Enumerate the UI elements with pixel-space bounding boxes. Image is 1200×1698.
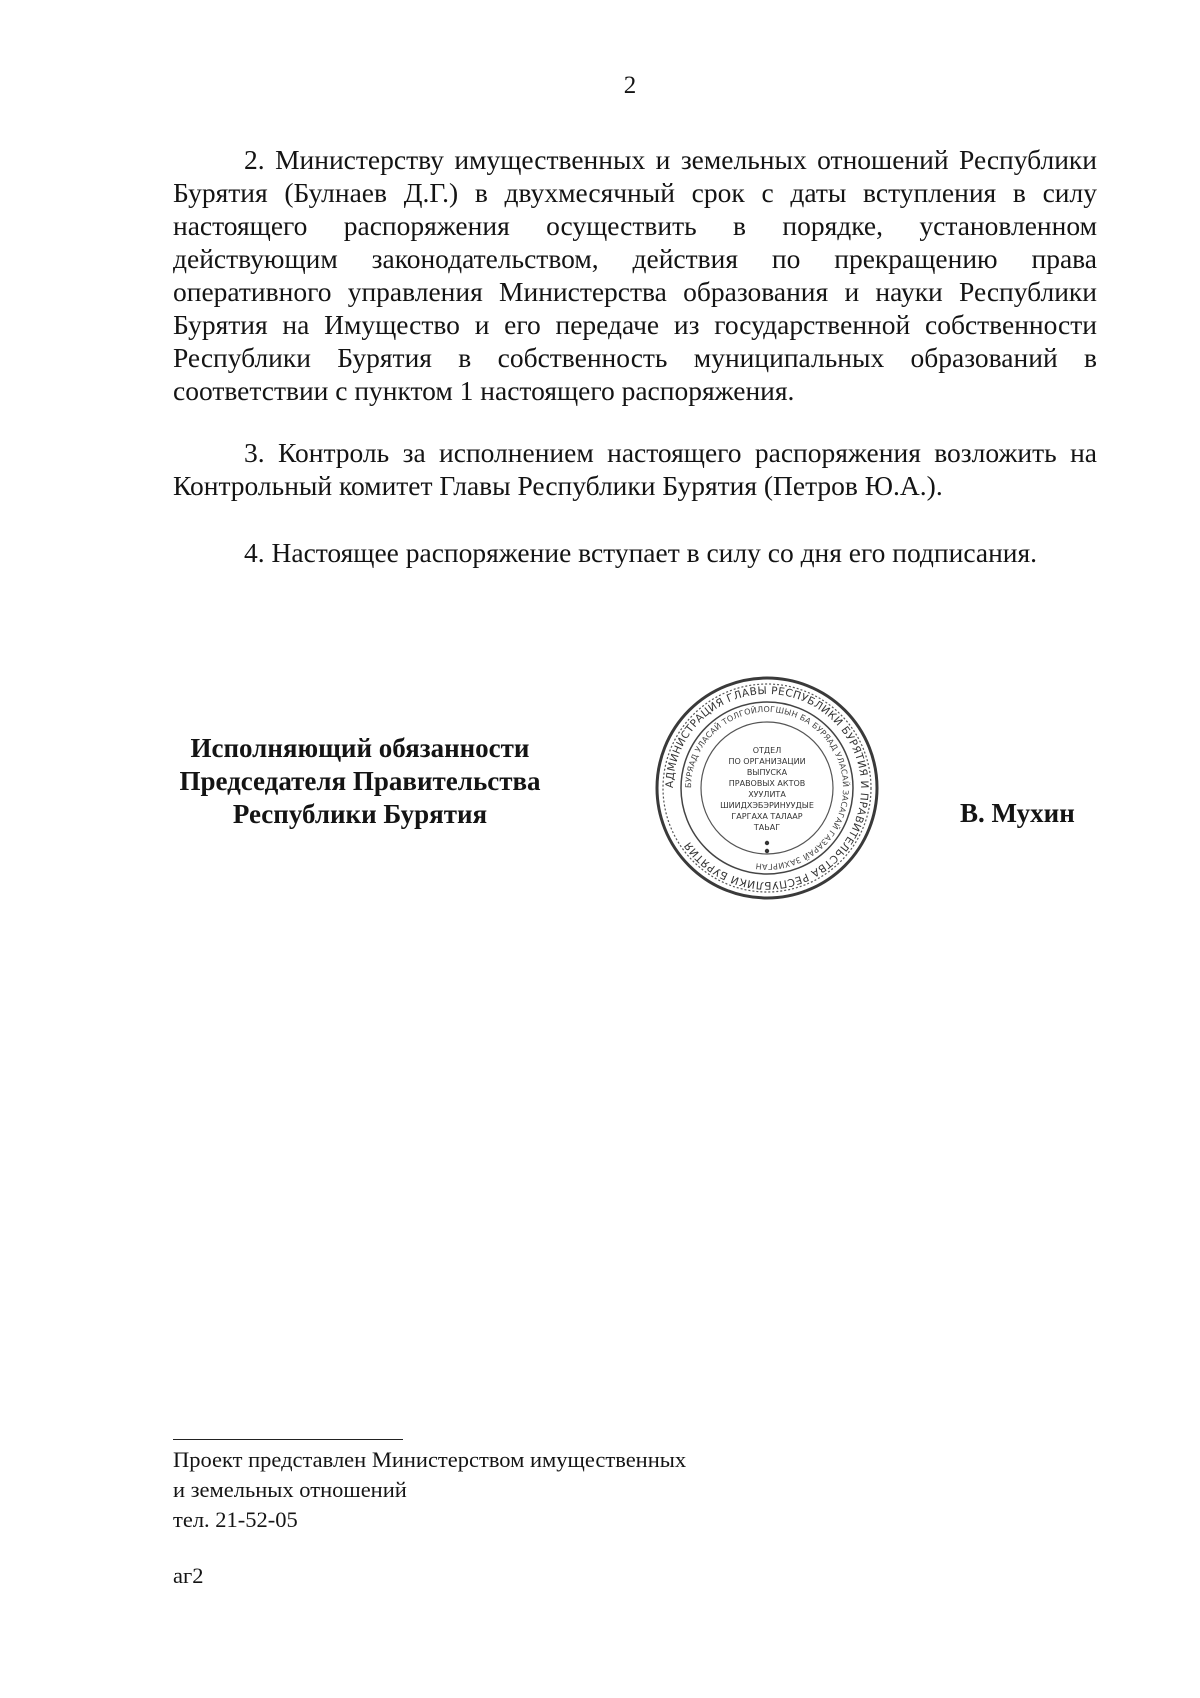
paragraph-2: 2. Министерству имущественных и земельных отношений Республики Бурятия (Булнаев Д.Г.) в двухмесячный срок с даты вступления в силу настоящего распоряжения осуществить в порядке, установленном действующим законодательством, действия по прекращению права оперативного управления Министерства образования и науки Республики Бурятия на Имущество и его передаче из государственной собственности Республики Бурятия в собственность муниципальных образований в соответствии с пунктом 1 настоящего распоряжения. bbox=[173, 144, 1097, 406]
seal-inner-text: БУРЯАД УЛАСАЙ ТОЛГОЙЛОГШЫН БА БУРЯАД УЛАСАЙ ЗАСАГАЙ ГАЗАРАЙ ЗАХИРГАН bbox=[683, 704, 851, 872]
seal-outer-text: АДМИНИСТРАЦИЯ ГЛАВЫ РЕСПУБЛИКИ БУРЯТИЯ И ПРАВИТЕЛЬСТВА РЕСПУБЛИКИ БУРЯТИЯ bbox=[663, 684, 871, 892]
footnote-line: и земельных отношений bbox=[173, 1477, 407, 1502]
seal-center-line: ВЫПУСКА bbox=[746, 768, 788, 777]
seal-center-line: ТАЬАГ bbox=[753, 823, 781, 832]
page-number: 2 bbox=[623, 72, 637, 99]
seal-center-line: ГАРГАХА ТАЛААР bbox=[731, 812, 803, 821]
document-code: аг2 bbox=[173, 1563, 204, 1588]
paragraph-4: 4. Настоящее распоряжение вступает в силу со дня его подписания. bbox=[244, 537, 1038, 568]
signatory-name: В. Мухин bbox=[960, 798, 1075, 828]
footnote bbox=[173, 1445, 686, 1535]
seal-center-line: ПО ОРГАНИЗАЦИИ bbox=[728, 757, 806, 766]
signatory-title-line: Председателя Правительства bbox=[179, 766, 541, 796]
signatory-title-line: Республики Бурятия bbox=[232, 799, 488, 829]
seal-center-line: ХУУЛИТА bbox=[748, 790, 786, 799]
seal-center-line: ПРАВОВЫХ АКТОВ bbox=[728, 779, 806, 788]
paragraph-3: 3. Контроль за исполнением настоящего распоряжения возложить на Контрольный комитет Главы Республики Бурятия (Петров Ю.А.). bbox=[173, 437, 1097, 501]
official-seal bbox=[652, 673, 882, 903]
signatory-title bbox=[160, 732, 560, 831]
seal-center-line: ОТДЕЛ bbox=[752, 746, 782, 755]
footnote-line: Проект представлен Министерством имущественных bbox=[173, 1447, 687, 1472]
footnote-divider bbox=[173, 1439, 403, 1440]
signatory-title-line: Исполняющий обязанности bbox=[190, 733, 530, 763]
footnote-line: тел. 21-52-05 bbox=[173, 1507, 298, 1532]
seal-center-line: ШИИДХЭБЭРИНУУДЫЕ bbox=[720, 801, 814, 810]
